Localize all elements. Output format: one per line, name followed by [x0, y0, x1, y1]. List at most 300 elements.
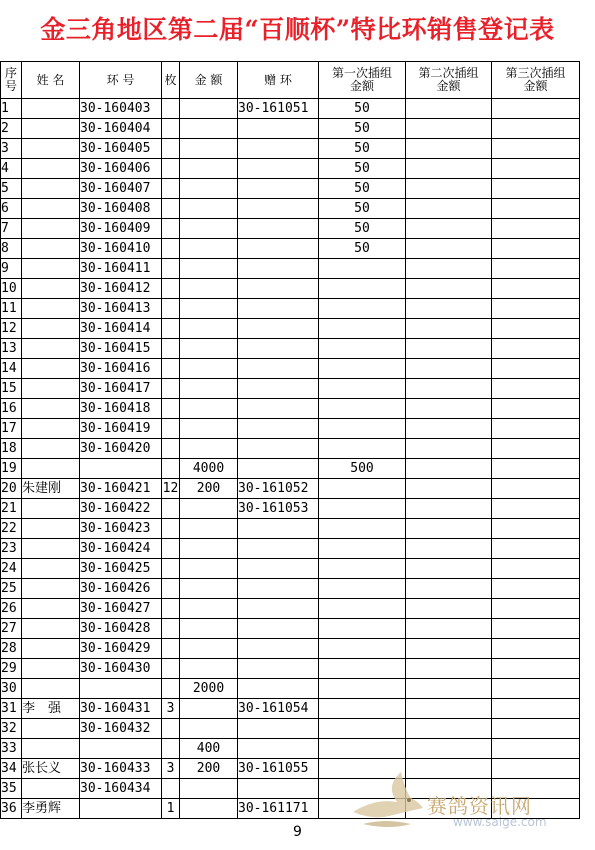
row-number-cell: 5 — [1, 179, 22, 199]
buyer-name-cell — [22, 259, 80, 279]
gift-ring-cell — [238, 259, 319, 279]
gift-ring-cell — [238, 439, 319, 459]
ring-number-cell: 30-160403 — [80, 99, 162, 119]
amount-cell — [180, 779, 238, 799]
gift-ring-cell: 30-161171 — [238, 799, 319, 819]
amount-cell — [180, 719, 238, 739]
row-number-cell: 10 — [1, 279, 22, 299]
amount-cell: 200 — [180, 759, 238, 779]
bet-1-cell — [319, 579, 406, 599]
buyer-name-cell — [22, 199, 80, 219]
ring-count-cell — [162, 559, 180, 579]
table-row — [1, 519, 580, 539]
bet-2-cell — [406, 519, 492, 539]
bet-3-cell — [492, 259, 580, 279]
bet-3-cell — [492, 339, 580, 359]
table-row — [1, 99, 580, 119]
bet-2-cell — [406, 139, 492, 159]
bet-1-cell — [319, 419, 406, 439]
header-gift: 赠 环 — [238, 62, 319, 99]
bet-3-cell — [492, 499, 580, 519]
ring-count-cell — [162, 719, 180, 739]
ring-number-cell: 30-160414 — [80, 319, 162, 339]
bet-3-cell — [492, 759, 580, 779]
bet-3-cell — [492, 199, 580, 219]
bet-2-cell — [406, 379, 492, 399]
bet-1-cell: 50 — [319, 99, 406, 119]
buyer-name-cell — [22, 299, 80, 319]
gift-ring-cell — [238, 319, 319, 339]
bet-3-cell — [492, 479, 580, 499]
gift-ring-cell — [238, 199, 319, 219]
bet-1-cell — [319, 779, 406, 799]
table-row — [1, 579, 580, 599]
amount-cell — [180, 659, 238, 679]
ring-number-cell: 30-160418 — [80, 399, 162, 419]
bet-3-cell — [492, 519, 580, 539]
ring-number-cell: 30-160425 — [80, 559, 162, 579]
row-number-cell: 29 — [1, 659, 22, 679]
bet-3-cell — [492, 359, 580, 379]
ring-count-cell: 3 — [162, 699, 180, 719]
ring-count-cell — [162, 779, 180, 799]
row-number-cell: 26 — [1, 599, 22, 619]
buyer-name-cell — [22, 239, 80, 259]
amount-cell — [180, 499, 238, 519]
bet-1-cell: 500 — [319, 459, 406, 479]
bet-2-cell — [406, 719, 492, 739]
buyer-name-cell — [22, 339, 80, 359]
bet-2-cell — [406, 99, 492, 119]
bet-3-cell — [492, 419, 580, 439]
bet-2-cell — [406, 479, 492, 499]
amount-cell — [180, 539, 238, 559]
bet-2-cell — [406, 459, 492, 479]
buyer-name-cell — [22, 499, 80, 519]
bet-1-cell — [319, 639, 406, 659]
row-number-cell: 21 — [1, 499, 22, 519]
table-row — [1, 179, 580, 199]
bet-3-cell — [492, 279, 580, 299]
ring-count-cell — [162, 399, 180, 419]
amount-cell — [180, 299, 238, 319]
amount-cell — [180, 639, 238, 659]
gift-ring-cell — [238, 119, 319, 139]
bet-1-cell — [319, 439, 406, 459]
bet-2-cell — [406, 219, 492, 239]
ring-number-cell: 30-160420 — [80, 439, 162, 459]
amount-cell: 2000 — [180, 679, 238, 699]
row-number-cell: 7 — [1, 219, 22, 239]
bet-3-cell — [492, 159, 580, 179]
buyer-name-cell — [22, 779, 80, 799]
gift-ring-cell — [238, 139, 319, 159]
table-row — [1, 639, 580, 659]
bet-1-cell — [319, 739, 406, 759]
table-row — [1, 759, 580, 779]
row-number-cell: 24 — [1, 559, 22, 579]
ring-count-cell — [162, 159, 180, 179]
gift-ring-cell — [238, 519, 319, 539]
bet-3-cell — [492, 559, 580, 579]
ring-count-cell — [162, 319, 180, 339]
amount-cell — [180, 339, 238, 359]
gift-ring-cell — [238, 679, 319, 699]
ring-number-cell: 30-160404 — [80, 119, 162, 139]
ring-count-cell — [162, 379, 180, 399]
bet-2-cell — [406, 739, 492, 759]
bet-1-cell — [319, 259, 406, 279]
bet-1-cell — [319, 519, 406, 539]
ring-number-cell: 30-160409 — [80, 219, 162, 239]
ring-count-cell — [162, 179, 180, 199]
bet-3-cell — [492, 679, 580, 699]
row-number-cell: 15 — [1, 379, 22, 399]
bet-3-cell — [492, 299, 580, 319]
ring-number-cell — [80, 799, 162, 819]
buyer-name-cell — [22, 639, 80, 659]
amount-cell — [180, 399, 238, 419]
bet-2-cell — [406, 619, 492, 639]
amount-cell — [180, 319, 238, 339]
bet-1-cell — [319, 599, 406, 619]
header-name: 姓 名 — [22, 62, 80, 99]
bet-1-cell — [319, 679, 406, 699]
table-row — [1, 739, 580, 759]
bet-3-cell — [492, 219, 580, 239]
buyer-name-cell — [22, 99, 80, 119]
table-row — [1, 719, 580, 739]
ring-number-cell: 30-160426 — [80, 579, 162, 599]
bet-3-cell — [492, 179, 580, 199]
ring-count-cell — [162, 739, 180, 759]
row-number-cell: 35 — [1, 779, 22, 799]
bet-2-cell — [406, 359, 492, 379]
ring-count-cell — [162, 679, 180, 699]
bet-2-cell — [406, 179, 492, 199]
row-number-cell: 23 — [1, 539, 22, 559]
amount-cell — [180, 159, 238, 179]
bet-1-cell — [319, 619, 406, 639]
bet-3-cell — [492, 439, 580, 459]
buyer-name-cell — [22, 659, 80, 679]
row-number-cell: 19 — [1, 459, 22, 479]
table-row — [1, 439, 580, 459]
gift-ring-cell — [238, 719, 319, 739]
amount-cell — [180, 119, 238, 139]
bet-2-cell — [406, 779, 492, 799]
bet-3-cell — [492, 599, 580, 619]
ring-number-cell: 30-160422 — [80, 499, 162, 519]
ring-number-cell: 30-160411 — [80, 259, 162, 279]
amount-cell — [180, 179, 238, 199]
row-number-cell: 27 — [1, 619, 22, 639]
header-no: 序 号 — [1, 62, 22, 99]
table-header-row — [1, 62, 580, 99]
bet-1-cell — [319, 359, 406, 379]
header-bet1: 第一次插组 金额 — [319, 62, 406, 99]
gift-ring-cell — [238, 399, 319, 419]
bet-1-cell: 50 — [319, 139, 406, 159]
bet-2-cell — [406, 399, 492, 419]
table-row — [1, 799, 580, 819]
table-row — [1, 339, 580, 359]
row-number-cell: 8 — [1, 239, 22, 259]
row-number-cell: 17 — [1, 419, 22, 439]
buyer-name-cell — [22, 439, 80, 459]
amount-cell — [180, 99, 238, 119]
ring-number-cell: 30-160412 — [80, 279, 162, 299]
buyer-name-cell — [22, 559, 80, 579]
bet-3-cell — [492, 799, 580, 819]
table-row — [1, 539, 580, 559]
gift-ring-cell — [238, 279, 319, 299]
ring-count-cell — [162, 439, 180, 459]
bet-3-cell — [492, 99, 580, 119]
gift-ring-cell — [238, 619, 319, 639]
bet-2-cell — [406, 339, 492, 359]
table-row — [1, 119, 580, 139]
table-row — [1, 399, 580, 419]
table-row — [1, 319, 580, 339]
buyer-name-cell — [22, 139, 80, 159]
ring-count-cell — [162, 219, 180, 239]
ring-count-cell — [162, 279, 180, 299]
row-number-cell: 12 — [1, 319, 22, 339]
ring-number-cell: 30-160429 — [80, 639, 162, 659]
ring-count-cell — [162, 299, 180, 319]
buyer-name-cell: 朱建刚 — [22, 479, 80, 499]
bet-2-cell — [406, 599, 492, 619]
ring-count-cell — [162, 499, 180, 519]
amount-cell — [180, 199, 238, 219]
ring-number-cell: 30-160410 — [80, 239, 162, 259]
bet-2-cell — [406, 259, 492, 279]
table-row — [1, 779, 580, 799]
buyer-name-cell — [22, 419, 80, 439]
page-title: 金三角地区第二届“百顺杯”特比环销售登记表 — [40, 15, 555, 44]
bet-2-cell — [406, 699, 492, 719]
gift-ring-cell — [238, 239, 319, 259]
ring-number-cell — [80, 679, 162, 699]
buyer-name-cell — [22, 459, 80, 479]
row-number-cell: 32 — [1, 719, 22, 739]
bet-1-cell — [319, 479, 406, 499]
bet-1-cell — [319, 539, 406, 559]
ring-number-cell: 30-160408 — [80, 199, 162, 219]
gift-ring-cell — [238, 539, 319, 559]
row-number-cell: 13 — [1, 339, 22, 359]
row-number-cell: 28 — [1, 639, 22, 659]
row-number-cell: 18 — [1, 439, 22, 459]
buyer-name-cell — [22, 359, 80, 379]
bet-2-cell — [406, 239, 492, 259]
bet-1-cell — [319, 499, 406, 519]
ring-number-cell — [80, 459, 162, 479]
table-row — [1, 659, 580, 679]
buyer-name-cell — [22, 159, 80, 179]
bet-2-cell — [406, 759, 492, 779]
ring-count-cell — [162, 619, 180, 639]
gift-ring-cell: 30-161051 — [238, 99, 319, 119]
header-amount: 金 额 — [180, 62, 238, 99]
ring-number-cell: 30-160406 — [80, 159, 162, 179]
amount-cell — [180, 599, 238, 619]
buyer-name-cell — [22, 519, 80, 539]
bet-3-cell — [492, 739, 580, 759]
watermark-url: www.saige.com — [453, 815, 547, 829]
ring-count-cell — [162, 239, 180, 259]
buyer-name-cell — [22, 319, 80, 339]
ring-count-cell — [162, 99, 180, 119]
ring-number-cell — [80, 739, 162, 759]
ring-number-cell: 30-160405 — [80, 139, 162, 159]
bet-1-cell — [319, 799, 406, 819]
gift-ring-cell — [238, 299, 319, 319]
ring-count-cell — [162, 659, 180, 679]
table-row — [1, 479, 580, 499]
ring-number-cell: 30-160432 — [80, 719, 162, 739]
row-number-cell: 20 — [1, 479, 22, 499]
bet-2-cell — [406, 799, 492, 819]
bet-2-cell — [406, 439, 492, 459]
row-number-cell: 36 — [1, 799, 22, 819]
bet-3-cell — [492, 139, 580, 159]
amount-cell — [180, 239, 238, 259]
bet-3-cell — [492, 579, 580, 599]
row-number-cell: 25 — [1, 579, 22, 599]
bet-3-cell — [492, 619, 580, 639]
buyer-name-cell: 张长义 — [22, 759, 80, 779]
ring-count-cell — [162, 339, 180, 359]
row-number-cell: 30 — [1, 679, 22, 699]
bet-1-cell — [319, 319, 406, 339]
gift-ring-cell — [238, 639, 319, 659]
amount-cell — [180, 699, 238, 719]
buyer-name-cell — [22, 619, 80, 639]
bet-3-cell — [492, 399, 580, 419]
bet-2-cell — [406, 199, 492, 219]
gift-ring-cell: 30-161053 — [238, 499, 319, 519]
bet-2-cell — [406, 159, 492, 179]
ring-count-cell — [162, 519, 180, 539]
buyer-name-cell — [22, 719, 80, 739]
ring-number-cell: 30-160433 — [80, 759, 162, 779]
bet-3-cell — [492, 539, 580, 559]
header-bet2: 第二次插组 金额 — [406, 62, 492, 99]
amount-cell — [180, 619, 238, 639]
bet-1-cell — [319, 399, 406, 419]
gift-ring-cell: 30-161054 — [238, 699, 319, 719]
amount-cell — [180, 139, 238, 159]
bet-3-cell — [492, 779, 580, 799]
bet-3-cell — [492, 719, 580, 739]
amount-cell: 400 — [180, 739, 238, 759]
bet-1-cell: 50 — [319, 179, 406, 199]
ring-number-cell: 30-160430 — [80, 659, 162, 679]
bet-1-cell: 50 — [319, 239, 406, 259]
ring-count-cell — [162, 639, 180, 659]
amount-cell — [180, 799, 238, 819]
buyer-name-cell — [22, 739, 80, 759]
gift-ring-cell — [238, 659, 319, 679]
registration-table — [0, 61, 580, 819]
buyer-name-cell — [22, 539, 80, 559]
gift-ring-cell — [238, 779, 319, 799]
amount-cell — [180, 379, 238, 399]
bet-3-cell — [492, 239, 580, 259]
ring-number-cell: 30-160434 — [80, 779, 162, 799]
row-number-cell: 3 — [1, 139, 22, 159]
gift-ring-cell — [238, 599, 319, 619]
table-row — [1, 499, 580, 519]
row-number-cell: 1 — [1, 99, 22, 119]
bet-2-cell — [406, 499, 492, 519]
gift-ring-cell: 30-161052 — [238, 479, 319, 499]
ring-count-cell: 3 — [162, 759, 180, 779]
buyer-name-cell — [22, 119, 80, 139]
bet-3-cell — [492, 459, 580, 479]
ring-count-cell — [162, 539, 180, 559]
bet-1-cell — [319, 659, 406, 679]
ring-count-cell — [162, 259, 180, 279]
amount-cell — [180, 259, 238, 279]
table-row — [1, 139, 580, 159]
table-row — [1, 699, 580, 719]
ring-count-cell: 12 — [162, 479, 180, 499]
row-number-cell: 34 — [1, 759, 22, 779]
bet-1-cell: 50 — [319, 199, 406, 219]
ring-count-cell — [162, 199, 180, 219]
ring-count-cell — [162, 599, 180, 619]
bet-3-cell — [492, 119, 580, 139]
buyer-name-cell — [22, 599, 80, 619]
table-row — [1, 159, 580, 179]
ring-count-cell — [162, 359, 180, 379]
bet-2-cell — [406, 279, 492, 299]
row-number-cell: 6 — [1, 199, 22, 219]
row-number-cell: 2 — [1, 119, 22, 139]
bet-2-cell — [406, 419, 492, 439]
buyer-name-cell — [22, 219, 80, 239]
bet-2-cell — [406, 539, 492, 559]
ring-number-cell: 30-160417 — [80, 379, 162, 399]
ring-number-cell: 30-160419 — [80, 419, 162, 439]
header-ring: 环 号 — [80, 62, 162, 99]
ring-count-cell — [162, 419, 180, 439]
row-number-cell: 33 — [1, 739, 22, 759]
table-row — [1, 619, 580, 639]
table-row — [1, 219, 580, 239]
table-row — [1, 359, 580, 379]
row-number-cell: 9 — [1, 259, 22, 279]
ring-count-cell — [162, 139, 180, 159]
gift-ring-cell — [238, 739, 319, 759]
page-number: 9 — [293, 824, 302, 840]
gift-ring-cell — [238, 159, 319, 179]
table-row — [1, 559, 580, 579]
table-row — [1, 199, 580, 219]
bet-2-cell — [406, 299, 492, 319]
ring-number-cell: 30-160421 — [80, 479, 162, 499]
buyer-name-cell — [22, 379, 80, 399]
table-row — [1, 379, 580, 399]
buyer-name-cell — [22, 679, 80, 699]
bet-1-cell — [319, 759, 406, 779]
row-number-cell: 14 — [1, 359, 22, 379]
amount-cell: 200 — [180, 479, 238, 499]
bet-1-cell — [319, 279, 406, 299]
